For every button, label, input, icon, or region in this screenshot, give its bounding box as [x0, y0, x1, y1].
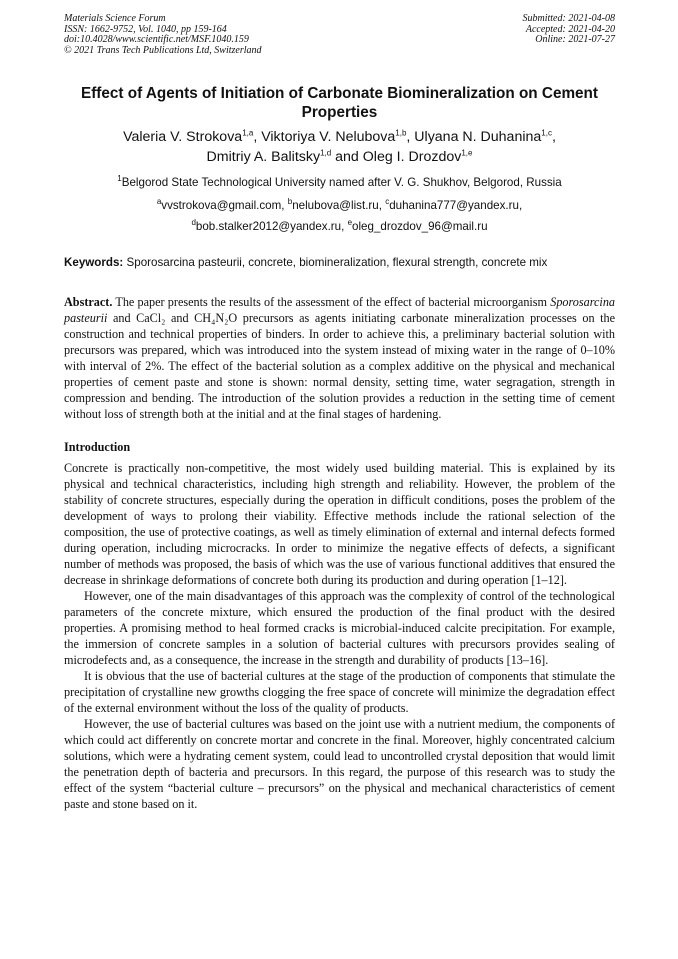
doi-line: doi:10.4028/www.scientific.net/MSF.1040.159 — [64, 34, 249, 46]
email-link[interactable]: nelubova@list.ru — [292, 199, 379, 212]
dates-info — [523, 14, 616, 46]
author-name: Dmitriy A. Balitsky — [206, 149, 321, 165]
abstract-text-part1: The paper presents the results of the assessment of the effect of bacterial microorganism — [115, 295, 548, 309]
affiliation-text: Belgorod State Technological University named after V. G. Shukhov, Belgorod, Russia — [121, 176, 562, 189]
email-sup: d — [191, 218, 196, 228]
author-sup: 1,a — [242, 128, 254, 138]
keywords-label: Keywords: — [64, 256, 124, 269]
body-paragraph: However, the use of bacterial cultures was based on the joint use with a nutrient medium, the components of which could act differently on concrete mortar and concrete in the final. Moreover, highly concentrated calcium solutions, which were a hydrating cement system, could lead to uncontrolled crystal deposition that would limit the penetration depth of bacteria and precursors. In this regard, the purpose of this research was to study the effect of the system “bacterial culture – precursors” on the physical and mechanical characteristics of cement paste and stone based on it. — [64, 717, 615, 811]
author-list — [64, 127, 615, 167]
introduction-body — [64, 460, 615, 812]
body-paragraph: However, one of the main disadvantages of this approach was the complexity of control of the technological parameters of the concrete mixture, which ensured the production of the final product with the desired properties. A promising method to heal formed cracks is microbial-induced calcite precipitation. For example, the immersion of concrete samples in a solution of bacterial cultures with precursors provides sealing of microdefects and, as a consequence, the increase in the strength and durability of products [13–16]. — [64, 589, 615, 667]
email-sup: b — [287, 197, 293, 207]
organism-name: Sporosarcina pasteurii — [64, 295, 616, 325]
email-link[interactable]: vvstrokova@gmail.com — [161, 199, 282, 212]
author-name: Viktoriya V. Nelubova — [261, 129, 396, 145]
email-list: $^a$vvstrokova@gmail.com, $^b$nelubova@list.ru, $^c$duhanina777@yandex.ru, $^d$bob.stalker2012@yandex.ru, $^e$oleg_drozdov_96@mail.ru — [156, 197, 523, 233]
email-link[interactable]: duhanina777@yandex.ru — [389, 199, 519, 212]
journal-header — [64, 14, 615, 64]
section-heading-introduction: Introduction — [64, 440, 131, 454]
email-link[interactable]: oleg_drozdov_96@mail.ru — [352, 220, 488, 233]
publication-info — [64, 14, 262, 56]
author-separator: , — [406, 129, 415, 145]
author-name: Ulyana N. Duhanina — [414, 129, 542, 145]
submitted-date: Submitted: 2021-04-08 — [522, 13, 615, 24]
paper-page — [64, 14, 615, 812]
author-name: Valeria V. Strokova — [123, 129, 243, 145]
author-separator: , — [253, 129, 262, 145]
author-sup: 1,d — [320, 148, 332, 158]
keywords — [64, 255, 615, 271]
copyright-line: © 2021 Trans Tech Publications Ltd, Switzerland — [64, 44, 262, 56]
email-link[interactable]: bob.stalker2012@yandex.ru — [195, 220, 342, 233]
accepted-date: Accepted: 2021-04-20 — [525, 23, 615, 35]
journal-name: Materials Science Forum — [64, 13, 166, 24]
author-separator: , — [551, 129, 556, 145]
author-sup: 1,b — [395, 128, 407, 138]
author-name: Oleg I. Drozdov — [362, 149, 462, 165]
paper-title: Effect of Agents of Initiation of Carbonate Biomineralization on Cement Properties — [81, 85, 598, 121]
email-sup: a — [156, 197, 162, 207]
email-sup: e — [347, 218, 353, 228]
abstract — [64, 294, 615, 422]
body-paragraph: Concrete is practically non-competitive, the most widely used building material. This is explained by its physical and technical characteristics, including high strength and reliability. However, the problem of the stability of concrete structures, especially during the operation in difficult conditions, poses the problem of the development of ways to prolong their viability. Effective methods include the rational selection of the composition, the use of protective coatings, as well as timely elimination of external and internal defects formed during operation, including microcracks. In order to minimize the negative effects of defects, a significant number of methods was proposed, the basis of which was the use of various functional additives that ensured the decrease in shrinkage deformations of concrete both during its production and during operation [1–12]. — [64, 461, 615, 587]
online-date: Online: 2021-07-27 — [535, 34, 615, 46]
issn-line: ISSN: 1662-9752, Vol. 1040, pp 159-164 — [64, 23, 227, 35]
abstract-label: Abstract. — [64, 295, 113, 309]
affiliation — [64, 175, 615, 191]
author-separator: and — [331, 149, 363, 165]
body-paragraph: It is obvious that the use of bacterial cultures at the stage of the production of components that stimulate the precipitation of crystalline new growths clogging the free space of concrete will minimize the degradation effect of the external environment without the loss of the quality of products. — [64, 669, 615, 715]
abstract-text-part2: and CaCl₂ and CH₄N₂O precursors as agents initiating carbonate mineralization processes on the construction and technical properties of binders. In order to achieve this, a preliminary bacterial solution with precursors was prepared, which was introduced into the system instead of mixing water in the range of 0–10% with interval of 2%. The effect of the bacterial solution as a complex additive on the physical and mechanical properties of cement paste and stone is shown: normal density, setting time, water segragation, strength in compression and bending. The introduction of the solution provides a reduction in the setting time of cement without loss of strength both at the initial and at the final stages of hardening. — [64, 311, 616, 421]
email-sup: c — [385, 197, 390, 207]
keywords-text: Sporosarcina pasteurii, concrete, biomineralization, flexural strength, concrete mix — [126, 256, 548, 269]
author-sup: 1,e — [461, 148, 473, 158]
affiliation-sup: 1 — [117, 174, 122, 184]
author-sup: 1,c — [541, 128, 552, 138]
